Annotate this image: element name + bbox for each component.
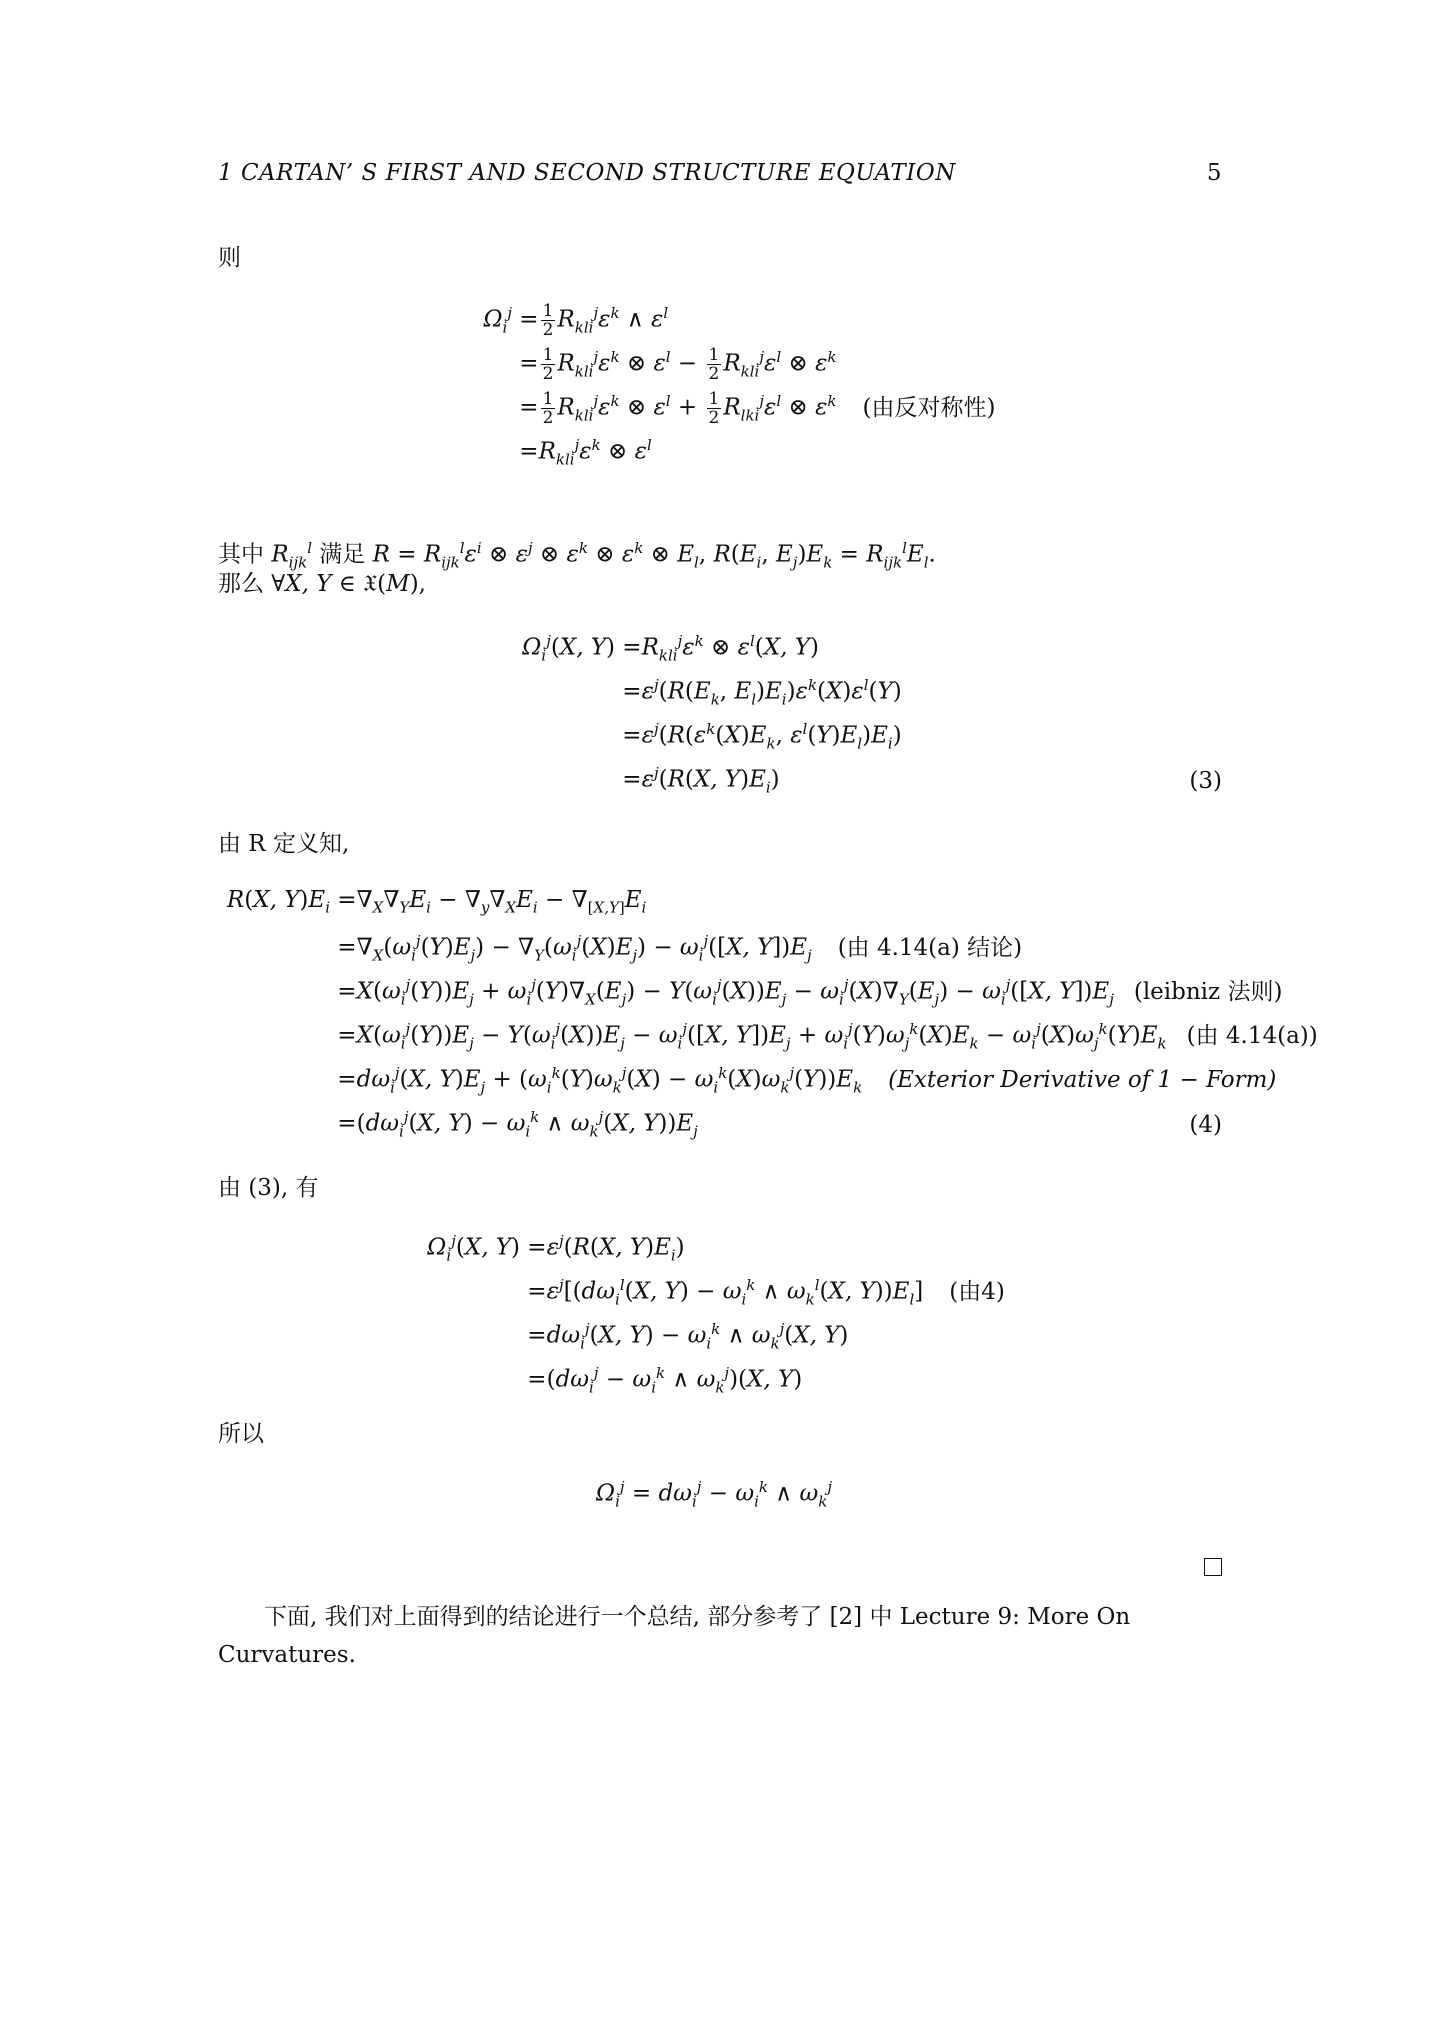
equation-line: $=X(\omega_i^j(Y))E_j + \omega_i^j(Y)\nabla_X(E_j) - Y(\omega_i^j(X))E_j - \omega_i^j(X)\nabla_Y(E_j) - \omega_i^j([X$, $Y])E_j$ (leibniz 法则) <box>218 970 1318 1014</box>
equation-line: R(X, $Y)E_i$ $=\nabla_X\nabla_YE_i - \nabla_y\nabla_XE_i - \nabla_{[X,Y]}E_i$ <box>226 887 647 917</box>
text-qizhong: 其中 $R_{ijk}^l$ 满足 $R = R_{ijk}^l\varepsilon^i$ ⊗ $\varepsilon^j$ ⊗ $\varepsilon^k$ ⊗ $\varepsilon^k$ ⊗ $E_l$, $R(E_i$, $E_j)E_k = R_{ijk}^lE_l$. <box>218 539 936 572</box>
equation-block-omega-result <box>412 1226 1005 1402</box>
text-you-3: 由 (3), 有 <box>218 1175 319 1201</box>
equation-line: $=d\omega_i^j(X$, $Y) - \omega_i^k$ ∧ $\omega_k^j(X$, Y) <box>520 1319 849 1353</box>
equation-tag-3: (3) <box>1189 768 1222 794</box>
running-header <box>218 160 1222 186</box>
equation-block-omega-eval <box>500 626 902 802</box>
equation-structure-final <box>596 1472 832 1516</box>
page-number: 5 <box>1206 160 1222 186</box>
equation-line: $=\varepsilon^j(R(E_k$, $E_l)E_i)\varepsilon^k(X)\varepsilon^l(Y)$ <box>615 675 902 709</box>
equation-line: $=(d\omega_i^j - \omega_i^k$ ∧ $\omega_k^j)(X$, Y) <box>520 1363 803 1397</box>
equation-line: $=\varepsilon^j(R(X$, $Y)E_i$) <box>615 763 780 797</box>
equation-line: $=\varepsilon^j(R(\varepsilon^k(X)E_k$, $\varepsilon^l(Y)E_l)E_i$) <box>615 719 902 753</box>
summary-paragraph: 下面, 我们对上面得到的结论进行一个总结, 部分参考了 [2] 中 Lecture 9: More On Curvatures. <box>218 1604 1131 1668</box>
equation-line: = $\frac{1}{2}$ $R_{kli}^j\varepsilon^k$ ⊗ $\varepsilon^l$ − $\frac{1}{2}$ $R_{kli}^j\varepsilon^l$ ⊗ $\varepsilon^k$ <box>512 345 837 385</box>
text-you-R: 由 R 定义知, <box>218 831 350 857</box>
equation-block-curvature-operator <box>218 882 1318 1146</box>
equation-note: (leibniz 法则) <box>1133 979 1283 1005</box>
equation-line: $=\varepsilon^j[(d\omega_i^l(X$, $Y) - \omega_i^k$ ∧ $\omega_k^l(X$, $Y))E_l$] (由4) <box>412 1270 1005 1314</box>
equation-note: (由 4.14(a)) <box>1186 1023 1318 1049</box>
equation-line: $=(d\omega_i^j(X$, $Y) - \omega_i^k$ ∧ $\omega_k^j(X$, $Y))E_j$ <box>330 1107 698 1141</box>
equation-note: (Exterior Derivative of 1 − Form) <box>888 1067 1277 1093</box>
equation-line: $\Omega_i^j(X$, Y) $=R_{kli}^j\varepsilon^k$ ⊗ $\varepsilon^l(X$, Y) <box>522 631 819 665</box>
equation-line: = $\frac{1}{2}$ $R_{kli}^j\varepsilon^k$ ⊗ $\varepsilon^l$ + $\frac{1}{2}$ $R_{lki}^j\varepsilon^l$ ⊗ $\varepsilon^k$ (由反对称性) <box>440 386 995 430</box>
text-name: 那么 ∀X, Y ∈ 𝔛(M), <box>218 571 426 597</box>
equation-block-curvature-form <box>440 298 995 474</box>
equation-note: (由 4.14(a) 结论) <box>837 935 1023 961</box>
equation-tag-4: (4) <box>1189 1112 1222 1138</box>
equation-note: (由4) <box>949 1279 1005 1305</box>
equation-line: $=R_{kli}^j\varepsilon^k$ ⊗ $\varepsilon^l$ <box>512 435 652 469</box>
equation-line: $\Omega_i^j$ = $\frac{1}{2}$ $R_{kli}^j\varepsilon^k$ ∧ $\varepsilon^l$ <box>483 301 669 341</box>
equation-line: $=d\omega_i^j(X$, $Y)E_j + (\omega_i^k(Y)\omega_k^j(X) - \omega_i^k(X)\omega_k^j(Y))E_k$ (Exterior Derivative of 1 − Form) <box>218 1058 1318 1102</box>
text-ze: 则 <box>218 245 241 271</box>
equation-line: $\Omega_i^j = d\omega_i^j - \omega_i^k$ ∧ $\omega_k^j$ <box>596 1477 832 1511</box>
equation-note: (由反对称性) <box>862 395 996 421</box>
equation-line: $=\nabla_X(\omega_i^j(Y)E_j) - \nabla_Y(\omega_i^j(X)E_j) - \omega_i^j([X$, $Y])E_j$ (由 4.14(a) 结论) <box>218 926 1318 970</box>
equation-line: $=X(\omega_i^j(Y))E_j - Y(\omega_i^j(X))E_j - \omega_i^j([X$, $Y])E_j + \omega_i^j(Y)\omega_j^k(X)E_k - \omega_i^j(X)\omega_j^k(Y)E_k$ (由 4.14(a)) <box>218 1014 1318 1058</box>
qed-square-icon <box>1204 1558 1222 1576</box>
equation-line: $\Omega_i^j(X$, Y) $=\varepsilon^j(R(X$, $Y)E_i$) <box>427 1231 685 1265</box>
text-suoyi: 所以 <box>218 1421 264 1447</box>
header-title: 1 CARTAN’ S FIRST AND SECOND STRUCTURE EQUATION <box>218 160 956 186</box>
